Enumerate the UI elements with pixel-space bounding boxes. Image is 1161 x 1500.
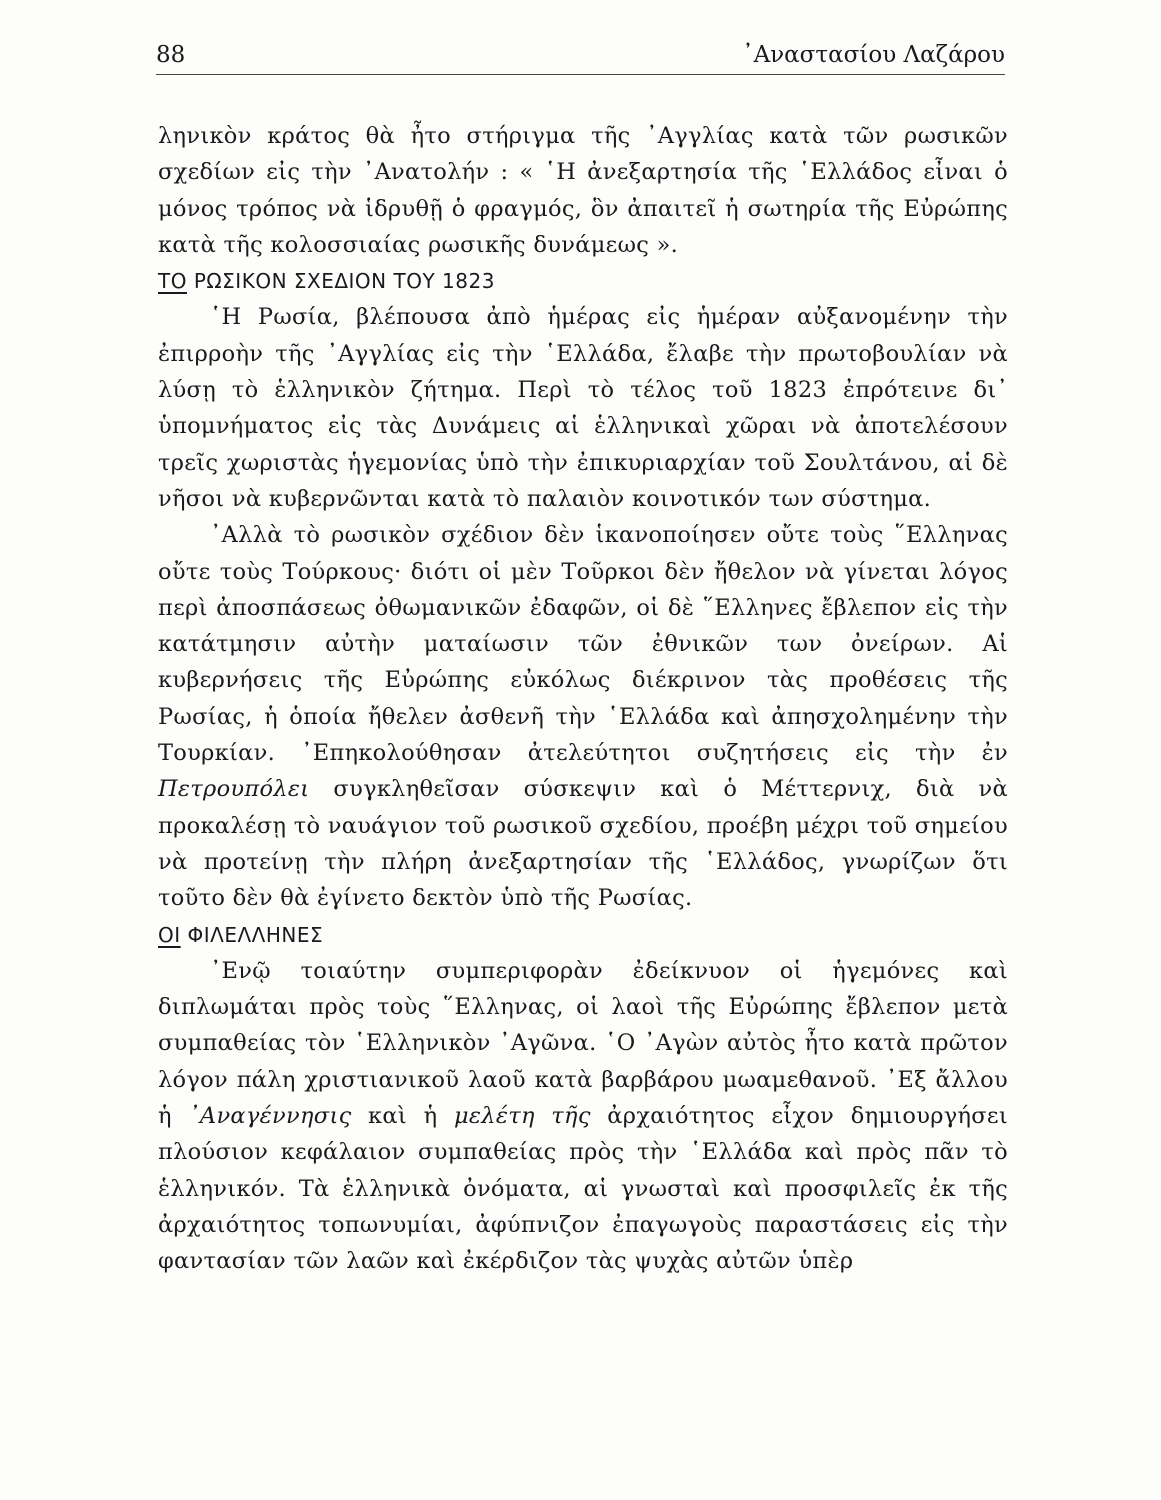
body-text bbox=[158, 118, 1008, 1280]
paragraph-3-text-a: ᾿Αλλὰ τὸ ρωσικὸν σχέδιον δὲν ἱκανοποίησεν οὔτε τοὺς ῞Ελληνας οὔτε τοὺς Τούρκους· διότι οἱ μὲν Τοῦρκοι δὲν ἤθελον νὰ γίνεται λόγος περὶ ἀποσπάσεως ὀθωμανικῶν ἐδαφῶν, οἱ δὲ ῞Ελληνες ἔβλεπον εἰς τὴν κατάτμησιν αὐτὴν ματαίωσιν τῶν ἐθνικῶν των ὀνείρων. Αἱ κυβερνήσεις τῆς Εὐρώπης εὐκόλως διέκρινον τὰς προθέσεις τῆς Ρωσίας, ἡ ὁποία ἤθελεν ἀσθενῆ τὴν ῾Ελλάδα καὶ ἀπησχολημένην τὴν Τουρκίαν. ᾿Επηκολούθησαν ἀτελεύτητοι συζητήσεις εἰς τὴν ἐν bbox=[158, 522, 1008, 767]
page-number: 88 bbox=[156, 42, 186, 68]
paragraph-4-text-a: ᾿Ενῷ τοιαύτην συμπεριφορὰν ἐδείκνυον οἱ ἡγεμόνες καὶ διπλωμάται πρὸς τοὺς ῞Ελληνας, οἱ λαοὶ τῆς Εὐρώπης ἔβλεπον μετὰ συμπαθείας τὸν ῾Ελληνικὸν ᾿Αγῶνα. ῾Ο ᾿Αγὼν αὐτὸς ἦτο κατὰ πρῶτον λόγον πάλη χριστιανικοῦ λαοῦ κατὰ βαρβάρου μωαμεθανοῦ. ᾿Εξ ἄλλου ἡ bbox=[158, 957, 1008, 1130]
section-heading-philhellenes bbox=[158, 917, 1008, 953]
paragraph-3-text-b: συγκληθεῖσαν σύσκεψιν καὶ ὁ Μέττερνιχ, διὰ νὰ προκαλέσῃ τὸ ναυάγιον τοῦ ρωσικοῦ σχεδίου, προέβη μέχρι τοῦ σημείου νὰ προτείνῃ τὴν πλήρη ἀνεξαρτησίαν τῆς ῾Ελλάδος, γνωρίζων ὅτι τοῦτο δὲν θὰ ἐγίνετο δεκτὸν ὑπὸ τῆς Ρωσίας. bbox=[158, 776, 1008, 912]
heading-1-underlined: ΤΟ bbox=[158, 269, 187, 294]
heading-2-rest: ΦΙΛΕΛΛΗΝΕΣ bbox=[180, 922, 324, 947]
paragraph-4 bbox=[158, 953, 1008, 1280]
paragraph-1 bbox=[158, 118, 1008, 263]
paragraph-4-text-c: ἀρχαιότητος εἶχον δημιουργήσει πλούσιον κεφάλαιον συμπαθείας πρὸς τὴν ῾Ελλάδα καὶ πρὸς πᾶν τὸ ἑλληνικόν. Τὰ ἑλληνικὰ ὀνόματα, αἱ γνωσταὶ καὶ προσφιλεῖς ἐκ τῆς ἀρχαιότητος τοπωνυμίαι, ἀφύπνιζον ἐπαγωγοὺς παραστάσεις εἰς τὴν φαντασίαν τῶν λαῶν καὶ ἐκέρδιζον τὰς ψυχὰς αὐτῶν ὑπὲρ bbox=[158, 1103, 1009, 1275]
paragraph-1-text: ληνικὸν κράτος θὰ ἦτο στήριγμα τῆς ᾿Αγγλίας κατὰ τῶν ρωσικῶν σχεδίων εἰς τὴν ᾿Ανατολήν : « ῾Η ἀνεξαρτησία τῆς ῾Ελλάδος εἶναι ὁ μόνος τρόπος νὰ ἱδρυθῇ ὁ φραγμός, ὃν ἀπαιτεῖ ἡ σωτηρία τῆς Εὐρώπης κατὰ τῆς κολοσσιαίας ρωσικῆς δυνάμεως ». bbox=[158, 123, 1008, 258]
paragraph-3-italic: Πετρουπόλει bbox=[158, 776, 310, 803]
paragraph-3 bbox=[158, 517, 1008, 916]
heading-1-rest: ΡΩΣΙΚΟΝ ΣΧΕΔΙΟΝ ΤΟΥ 1823 bbox=[186, 269, 495, 294]
paragraph-4-text-b: καὶ ἡ bbox=[351, 1103, 454, 1130]
paragraph-2-text: ῾Η Ρωσία, βλέπουσα ἀπὸ ἡμέρας εἰς ἡμέραν αὐξανομένην τὴν ἐπιρροὴν τῆς ᾿Αγγλίας εἰς τὴν ῾Ελλάδα, ἔλαβε τὴν πρωτοβουλίαν νὰ λύσῃ τὸ ἑλληνικὸν ζήτημα. Περὶ τὸ τέλος τοῦ 1823 ἐπρότεινε δι᾿ ὑπομνήματος εἰς τὰς Δυνάμεις αἱ ἑλληνικαὶ χῶραι νὰ ἀποτελέσουν τρεῖς χωριστὰς ἡγεμονίας ὑπὸ τὴν ἐπικυριαρχίαν τοῦ Σουλτάνου, αἱ δὲ νῆσοι νὰ κυβερνῶνται κατὰ τὸ παλαιὸν κοινοτικόν των σύστημα. bbox=[158, 304, 1008, 512]
running-head: ᾿Αναστασίου Λαζάρου bbox=[742, 42, 1005, 68]
header-rule bbox=[156, 74, 1005, 75]
heading-2-underlined: ΟΙ bbox=[158, 922, 181, 947]
paragraph-4-italic-2: μελέτη τῆς bbox=[453, 1103, 591, 1130]
section-heading-russian-plan bbox=[158, 263, 1008, 299]
paragraph-2 bbox=[158, 299, 1008, 517]
page-header bbox=[156, 38, 1005, 78]
paragraph-4-italic-1: ᾿Αναγέννησις bbox=[188, 1103, 352, 1130]
